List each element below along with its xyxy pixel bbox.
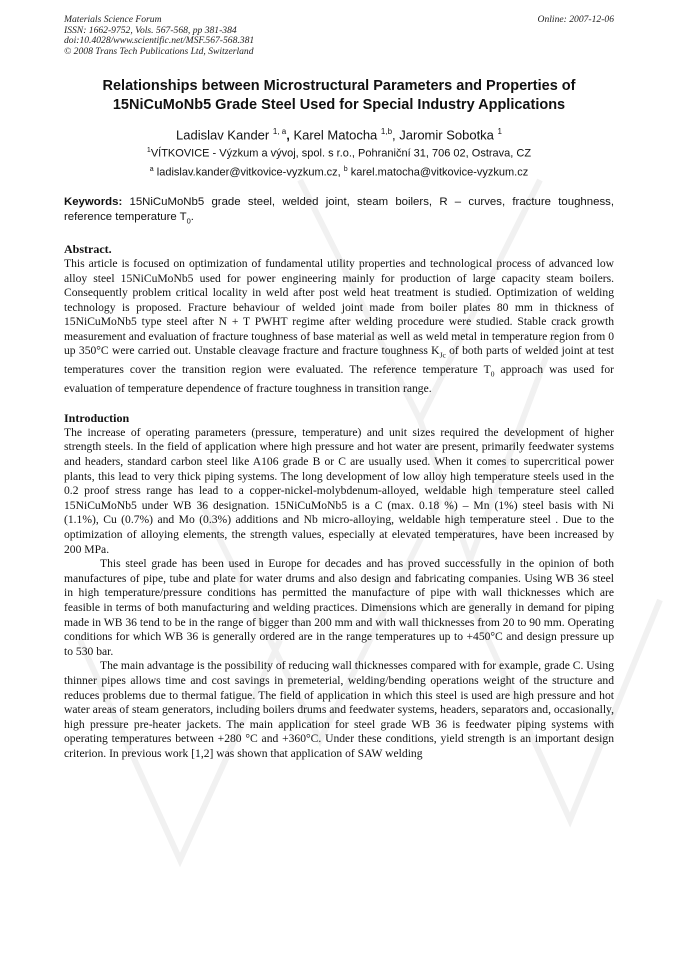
email-link[interactable]: karel.matocha@vitkovice-vyzkum.cz <box>350 166 529 179</box>
abstract-part: of both parts of welded joint at test temperatures cover the transition region were evaluated. The reference temperature T <box>64 344 614 377</box>
abstract-subscript: Jc <box>439 350 446 360</box>
author-name: Karel Matocha <box>293 127 378 143</box>
introduction-heading: Introduction <box>64 410 130 425</box>
email-superscript: a <box>149 165 154 173</box>
publication-info <box>64 15 254 57</box>
issn-line: ISSN: 1662-9752, Vols. 567-568, pp 381-384 <box>64 24 237 36</box>
keywords-end: . <box>190 210 194 223</box>
affiliation-text: VÍTKOVICE - Výzkum a vývoj, spol. s r.o., Pohraniční 31, 706 02, Ostrava, CZ <box>150 147 532 160</box>
keywords-subscript: 0 <box>186 215 191 225</box>
email-superscript: b <box>343 165 348 173</box>
email-link[interactable]: ladislav.kander@vitkovice-vyzkum.cz, <box>156 166 341 179</box>
abstract-text <box>64 257 614 397</box>
copyright-line: © 2008 Trans Tech Publications Ltd, Switzerland <box>64 45 254 57</box>
journal-name: Materials Science Forum <box>64 14 162 25</box>
keywords-label: Keywords: <box>64 195 123 208</box>
author-superscript: 1,b <box>380 127 393 136</box>
author-list: Ladislav Kander $^{1, a}$, Karel Matocha $^{1,b}$, Jaromir Sobotka $^1$ <box>176 127 502 143</box>
keywords <box>64 195 614 228</box>
introduction-paragraph-3: The main advantage is the possibility of reducing wall thicknesses compared with for example, grade C. Using thinner pipes allows time and cost savings in premeterial, welding/bending operations weight of the structure and reduces problems due to thermal fatigue. The field of application in which this steel is used are high pressure and hot water areas of steam generators, including boilers drums and feedwater systems, headers, separators and, occasionally, high pressure pre-heater jackets. The main application for steel grade WB 36 is feedwater piping systems with operating temperatures between +280 °C and +360°C. Under these conditions, yield strength is an important design criterion. In previous work [1,2] was shown that application of SAW welding <box>64 659 614 760</box>
abstract-subscript: 0 <box>490 369 495 379</box>
author-name: Jaromir Sobotka <box>399 127 494 143</box>
author-name: Ladislav Kander <box>176 127 270 143</box>
affiliation-superscript: 1 <box>146 147 151 155</box>
author-superscript: 1, a <box>272 127 287 136</box>
introduction-paragraph-2: This steel grade has been used in Europe for decades and has proved successfully in the opinion of both manufactures of pipe, tube and plate for water drums and also design and fabricating companies. Using WB 36 steel in high temperature/pressure conditions has permitted the manufacture of pipe with wall thicknesses which are feasible in terms of both manufacturing and welding practices. Dimensions which are generally in demand for piping made in WB 36 tend to be in the range of bigger than 200 mm and with wall thicknesses from 20 to 90 mm. Operating conditions for which WB 36 is generally ordered are in the range temperatures up to +450°C and design pressure up to 530 bar. <box>64 557 614 658</box>
online-date: Online: 2007-12-06 <box>537 14 614 25</box>
publication-header <box>64 15 614 57</box>
abstract-heading: Abstract. <box>64 241 112 256</box>
author-superscript: 1 <box>497 127 502 136</box>
doi-line: doi:10.4028/www.scientific.net/MSF.567-568.381 <box>64 35 255 46</box>
introduction-paragraph-1: The increase of operating parameters (pressure, temperature) and unit sizes required the development of higher strength steels. In the field of application where high pressure and hot water are present, primarily feedwater systems and headers, standard carbon steel like A106 grade B or C are usually used. When it comes to supercritical power plants, this lead to very thick piping systems. The long development of low alloy high temperature steels used in the 0.2 proof stress range has lead to a copper-nickel-molybdenum-alloyed, weldable high temperature steel called 15NiCuMoNb5 under WB 36 designation. 15NiCuMoNb5 is a C (max. 0.18 %) – Mn (1%) steel basis with Ni (1.1%), Cu (0.7%) and Mo (0.3%) additions and Nb micro-alloying, weldable high temperature steel . Due to the optimization of alloying elements, the strength values, especially at elevated temperatures, have been increased by 200 MPa. <box>64 425 614 556</box>
keywords-text: 15NiCuMoNb5 grade steel, welded joint, steam boilers, R – curves, fracture toughness, reference temperature T <box>64 195 614 223</box>
affiliation <box>64 147 614 160</box>
paper-title: Relationships between Microstructural Parameters and Properties of 15NiCuMoNb5 Grade Steel Used for Special Industry Applications <box>102 78 576 113</box>
abstract-part: approach was used for evaluation of temperature dependence of fracture toughness in transition range. <box>64 363 614 396</box>
author-emails <box>64 166 614 179</box>
abstract-part: This article is focused on optimization of fundamental utility properties and technological process of advanced low alloy steel 15NiCuMoNb5 used for power engineering mainly for production of large capacity steam boilers. Consequently problem critical locality in weld after post weld heat treatment is studied. Optimization of welding technology is proposed. Fracture behaviour of welded joint made from boiler plates 80 mm in thickness of 15NiCuMoNb5 type steel after N + T PWHT regime after welding procedure were studied. Stable crack growth measurement and evaluation of fracture toughness of base material as well as weld metal in temperature region from 0 up 350°C were carried out. Unstable cleavage fracture and fracture toughness K <box>64 256 614 358</box>
paper-page <box>64 15 614 762</box>
